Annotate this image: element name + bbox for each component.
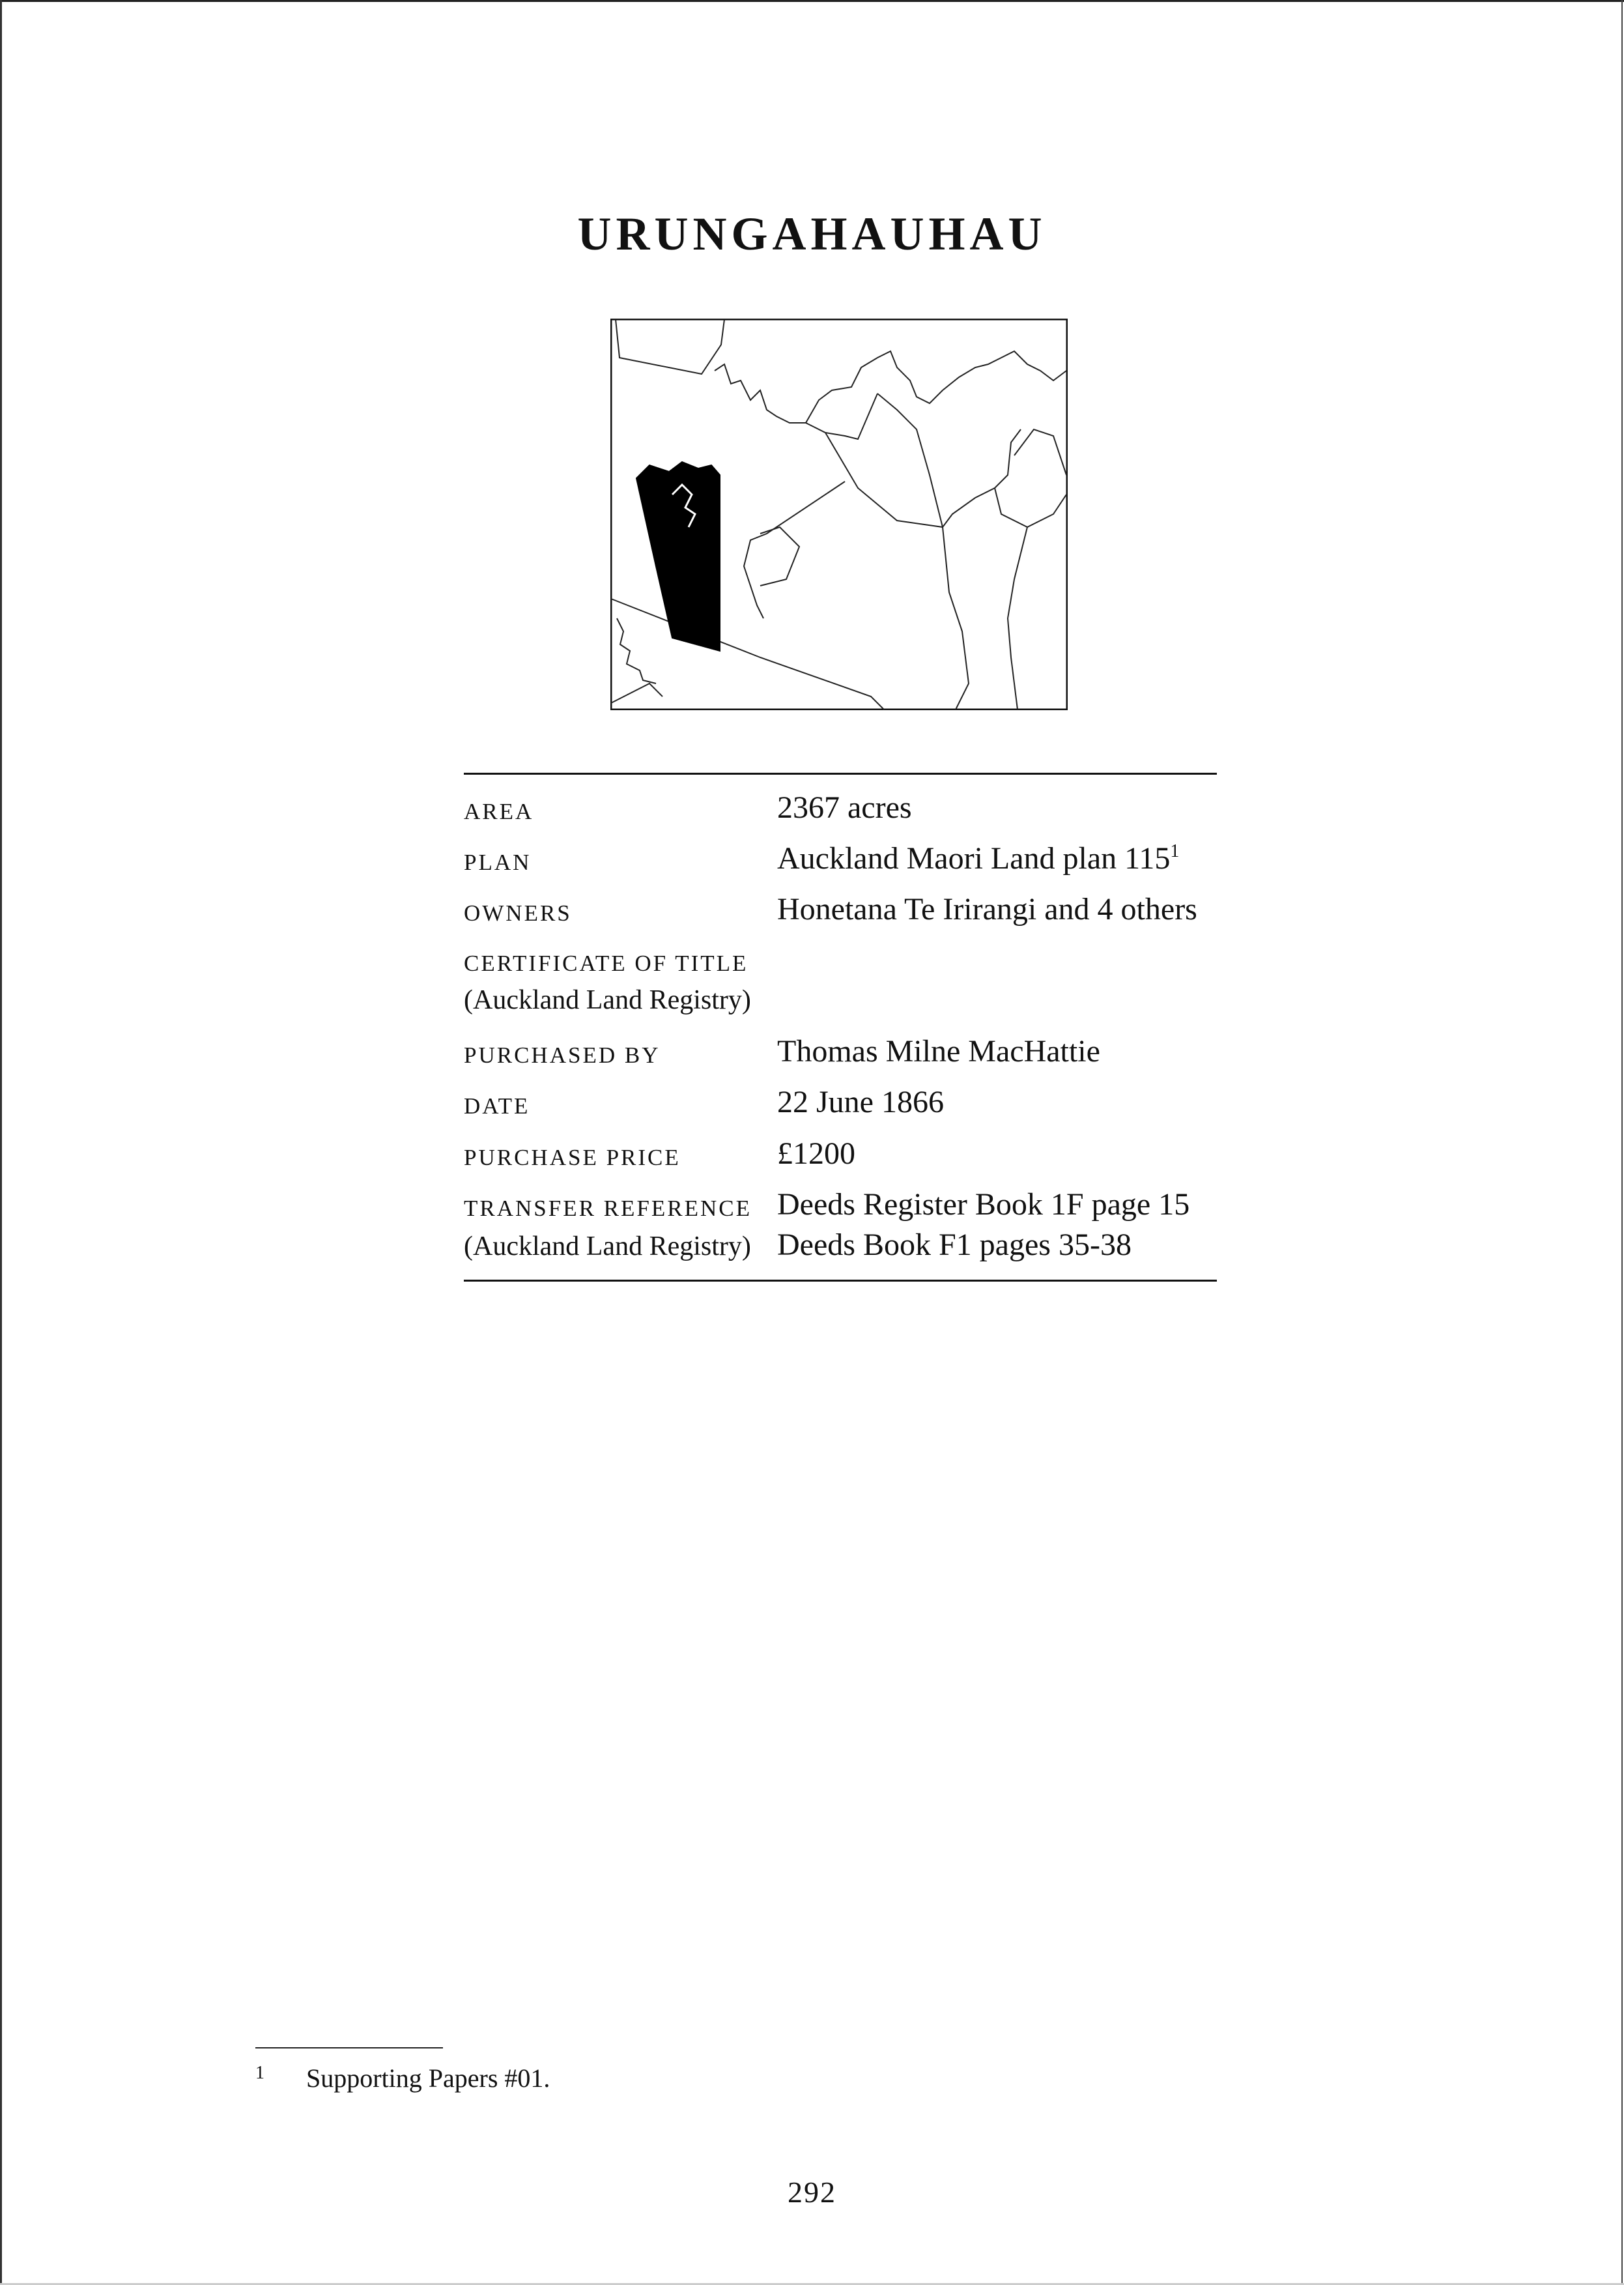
parcel-location-map (610, 319, 1068, 710)
detail-value (777, 841, 1179, 876)
table-rule-top (464, 773, 1217, 775)
footnote-number: 1 (255, 2063, 264, 2083)
detail-label: PURCHASE PRICE (464, 1145, 681, 1170)
detail-value: Thomas Milne MacHattie (777, 1034, 1100, 1069)
detail-label: AREA (464, 799, 534, 824)
detail-label: OWNERS (464, 900, 572, 926)
page-title: URUNGAHAUHAU (577, 208, 1047, 260)
detail-sublabel: (Auckland Land Registry) (464, 985, 751, 1015)
footnote-ref: 1 (1170, 841, 1180, 861)
detail-value: Deeds Register Book 1F page 15 (777, 1187, 1190, 1222)
detail-value: £1200 (777, 1136, 855, 1171)
detail-label: PURCHASED BY (464, 1042, 661, 1068)
plan-text: Auckland Maori Land plan 115 (777, 841, 1171, 876)
page-number: 292 (788, 2176, 836, 2209)
table-rule-bottom (464, 1280, 1217, 1282)
footnote-text: Supporting Papers #01. (306, 2063, 550, 2093)
detail-value: Honetana Te Irirangi and 4 others (777, 892, 1197, 927)
detail-label: DATE (464, 1093, 530, 1119)
detail-value: 2367 acres (777, 790, 912, 825)
detail-value: Deeds Book F1 pages 35-38 (777, 1228, 1132, 1262)
page-edge-top (0, 0, 1624, 2)
footnote-rule (255, 2047, 443, 2048)
detail-label: CERTIFICATE OF TITLE (464, 951, 748, 976)
detail-value: 22 June 1866 (777, 1085, 944, 1119)
page-edge-left (0, 0, 2, 2285)
detail-label: PLAN (464, 850, 532, 875)
detail-sublabel: (Auckland Land Registry) (464, 1231, 751, 1261)
page-edge-right (1621, 0, 1623, 2285)
detail-label: TRANSFER REFERENCE (464, 1196, 752, 1221)
